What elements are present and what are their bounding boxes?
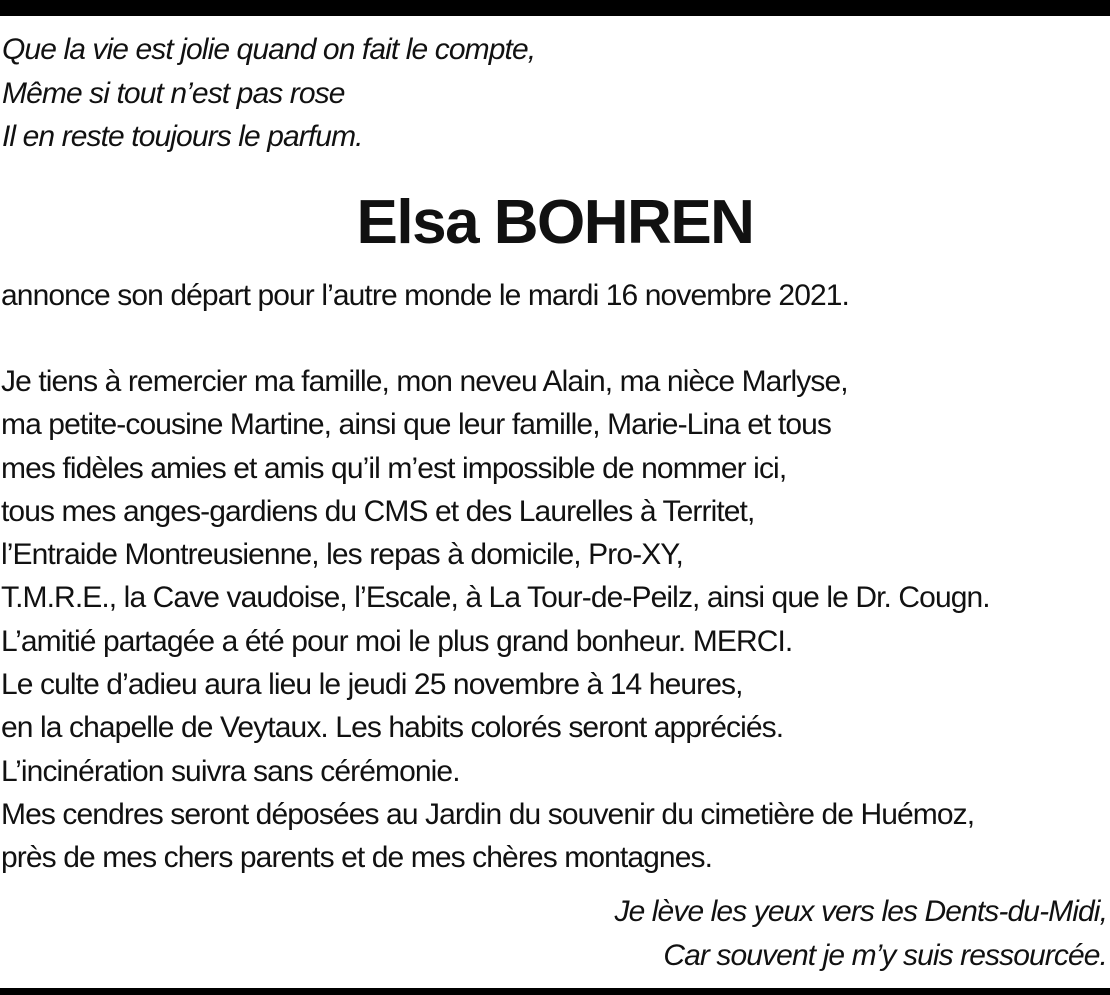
epigraph-line: Que la vie est jolie quand on fait le compte, bbox=[2, 33, 536, 66]
closing-line: Car souvent je m’y suis ressourcée. bbox=[663, 939, 1107, 972]
body-line: Mes cendres seront déposées au Jardin du souvenir du cimetière de Huémoz, bbox=[1, 797, 975, 831]
top-rule bbox=[0, 0, 1110, 16]
body-line: en la chapelle de Veytaux. Les habits colorés seront appréciés. bbox=[1, 711, 784, 745]
body-line: ma petite-cousine Martine, ainsi que leur famille, Marie-Lina et tous bbox=[1, 408, 831, 442]
closing-line: Je lève les yeux vers les Dents-du-Midi, bbox=[614, 895, 1107, 928]
epigraph-line: Même si tout n’est pas rose bbox=[2, 76, 345, 110]
closing-verse bbox=[614, 890, 1107, 978]
body-line: L’amitié partagée a été pour moi le plus grand bonheur. MERCI. bbox=[1, 624, 793, 658]
announcement: annonce son départ pour l’autre monde le mardi 16 novembre 2021. bbox=[1, 279, 849, 312]
epigraph bbox=[2, 28, 535, 159]
body-line: tous mes anges-gardiens du CMS et des Laurelles à Territet, bbox=[1, 494, 755, 528]
body-line: l’Entraide Montreusienne, les repas à domicile, Pro-XY, bbox=[1, 538, 683, 572]
body-line: mes fidèles amies et amis qu’il m’est impossible de nommer ici, bbox=[1, 451, 787, 485]
body-line: Je tiens à remercier ma famille, mon neveu Alain, ma nièce Marlyse, bbox=[1, 365, 848, 398]
body-line: près de mes chers parents et de mes chères montagnes. bbox=[1, 841, 713, 875]
bottom-rule bbox=[0, 988, 1110, 995]
epigraph-line: Il en reste toujours le parfum. bbox=[2, 120, 363, 153]
body-line: L’incinération suivra sans cérémonie. bbox=[1, 754, 460, 788]
body-text bbox=[1, 360, 990, 880]
body-line: Le culte d’adieu aura lieu le jeudi 25 novembre à 14 heures, bbox=[1, 668, 743, 702]
body-line: T.M.R.E., la Cave vaudoise, l’Escale, à La Tour-de-Peilz, ainsi que le Dr. Cougn. bbox=[1, 581, 990, 615]
deceased-name: Elsa BOHREN bbox=[356, 188, 754, 257]
